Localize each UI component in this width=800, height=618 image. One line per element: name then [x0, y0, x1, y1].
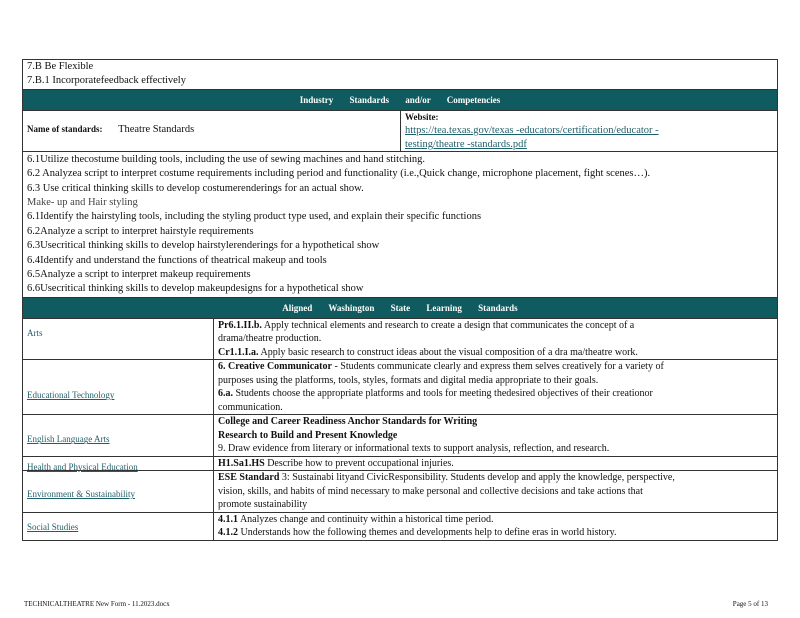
standard-text-line: 6. Creative Communicator - Students communicate clearly and express them selves creatively for a variety of: [218, 361, 664, 373]
subject-label[interactable]: Social Studies: [27, 521, 79, 532]
standard-text-line: purposes using the platforms, tools, styles, formats and digital media appropriate to their goals.: [218, 374, 599, 386]
subject-label[interactable]: Arts: [27, 327, 43, 338]
standard-text-line: Pr6.1.II.b. Apply technical elements and research to create a design that communicates the concept of a: [218, 319, 635, 331]
competency-item: 6.4Identify and understand the functions of theatrical makeup and tools: [27, 254, 327, 266]
footer-filename: TECHNICALTHEATRE New Form - 11.2023.docx: [24, 600, 170, 608]
standard-text-cell: [213, 415, 777, 456]
standard-text-line: 9. Draw evidence from literary or informational texts to support analysis, reflection, and research.: [218, 443, 610, 455]
aligned-standard-row: [23, 414, 777, 456]
standard-text-line: communication.: [218, 401, 283, 413]
standard-text-line: Cr1.1.I.a. Apply basic research to construct ideas about the visual composition of a dra ma/theatre work.: [218, 346, 638, 358]
competency-subheading: Make- up and Hair styling: [27, 197, 138, 209]
aligned-standard-row: [23, 456, 777, 471]
subject-cell: [23, 457, 213, 471]
competency-item: 6.2 Analyzea script to interpret costume requirements including period and functionality (i.e.,Quick change, microphone placement, fight scenes…).: [27, 168, 651, 180]
standard-text-line: 6.a. Students choose the appropriate platforms and tools for meeting thedesired objectives of their creationor: [218, 388, 653, 400]
standard-text-cell: [213, 360, 777, 414]
competency-item: 6.1Utilize thecostume building tools, including the use of sewing machines and hand stitching.: [27, 153, 426, 165]
standard-text-cell: [213, 319, 777, 360]
competencies-block: [22, 151, 778, 297]
website-link-part2[interactable]: testing/theatre -standards.pdf: [405, 138, 527, 150]
standard-text-cell: [213, 457, 777, 471]
competency-item: 6.6Usecritical thinking skills to develop makeupdesigns for a hypothetical show: [27, 283, 364, 295]
standard-line-7b1: 7.B.1 Incorporatefeedback effectively: [27, 75, 186, 87]
subject-cell: [23, 360, 213, 414]
standard-text-line: College and Career Readiness Anchor Standards for Writing: [218, 416, 478, 428]
industry-standards-band: Industry Standards and/or Competencies: [22, 89, 778, 110]
subject-label[interactable]: English Language Arts: [27, 434, 110, 445]
standard-text-line: Research to Build and Present Knowledge: [218, 429, 398, 441]
subject-label[interactable]: Educational Technology: [27, 390, 115, 401]
standard-text-line: H1.Sa1.HS Describe how to prevent occupational injuries.: [218, 457, 454, 469]
aligned-standard-row: [23, 512, 777, 541]
standard-text-line: drama/theatre production.: [218, 333, 322, 345]
top-standard-row: [22, 59, 778, 89]
standard-text-line: ESE Standard 3: Sustainabi lityand CivicResponsibility. Students develop and apply the knowledge, perspective,: [218, 472, 675, 484]
competency-item: 6.5Analyze a script to interpret makeup requirements: [27, 269, 251, 281]
aligned-standards-band: Aligned Washington State Learning Standards: [22, 297, 778, 318]
standard-text-cell: [213, 513, 777, 540]
subject-cell: [23, 513, 213, 540]
standard-text-line: 4.1.1 Analyzes change and continuity within a historical time period.: [218, 513, 494, 525]
subject-label[interactable]: Health and Physical Education: [27, 461, 138, 472]
subject-cell: [23, 471, 213, 512]
website-label: Website:: [405, 111, 439, 122]
competency-item: 6.3 Use critical thinking skills to develop costumerenderings for an actual show.: [27, 182, 364, 194]
subject-cell: [23, 415, 213, 456]
standard-line-7b: 7.B Be Flexible: [27, 61, 94, 72]
standard-text-line: vision, skills, and habits of mind necessary to make personal and collective decisions and take actions that: [218, 485, 643, 497]
footer-page-number: Page 5 of 13: [732, 600, 768, 608]
standard-text-line: 4.1.2 Understands how the following themes and developments help to define eras in world history.: [218, 527, 617, 539]
document-page: [22, 59, 778, 541]
competency-item: 6.2Analyze a script to interpret hairstyle requirements: [27, 225, 254, 237]
website-link-part1[interactable]: https://tea.texas.gov/texas -educators/certification/educator -: [405, 125, 659, 137]
aligned-standard-row: [23, 318, 777, 360]
aligned-standards-table: [22, 318, 778, 541]
subject-cell: [23, 319, 213, 360]
aligned-standard-row: [23, 359, 777, 414]
competency-item: 6.3Usecritical thinking skills to develop hairstylerenderings for a hypothetical show: [27, 240, 380, 252]
standard-text-line: promote sustainability: [218, 499, 308, 511]
subject-label[interactable]: Environment & Sustainability: [27, 489, 135, 500]
standards-name-label: Name of standards:: [27, 123, 103, 134]
aligned-standard-row: [23, 470, 777, 512]
standards-name-row: [22, 110, 778, 151]
standards-name-value: Theatre Standards: [118, 123, 195, 135]
standard-text-cell: [213, 471, 777, 512]
competency-item: 6.1Identify the hairstyling tools, including the styling product type used, and explain their specific functions: [27, 211, 482, 223]
